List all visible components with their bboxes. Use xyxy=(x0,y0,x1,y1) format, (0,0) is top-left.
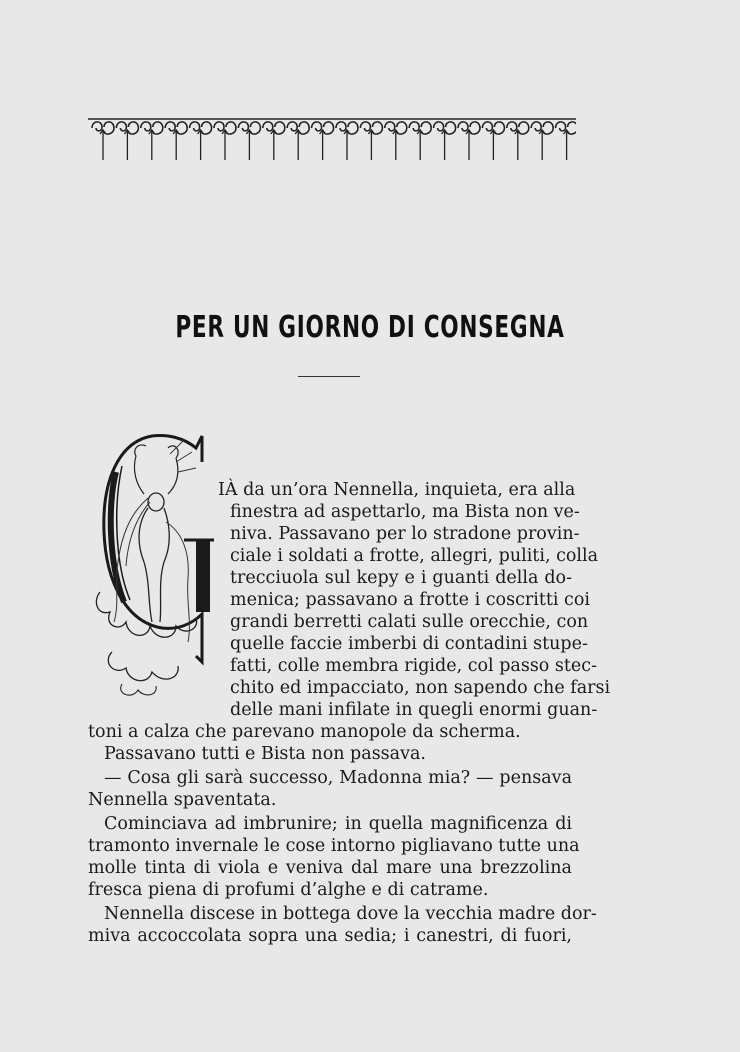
text-line-1: IÀ da un’ora Nennella, inquieta, era alla xyxy=(218,480,576,500)
chapter-title: PER UN GIORNO DI CONSEGNA xyxy=(175,310,565,345)
ornament-pendant xyxy=(173,130,179,160)
title-divider xyxy=(298,376,360,377)
ornament-pendant xyxy=(246,130,252,160)
text-line-19: fresca piena di profumi d’alghe e di catrame. xyxy=(88,880,489,900)
ornament-pendant xyxy=(320,130,326,160)
ornament-pendant xyxy=(466,130,472,160)
ornament-pendant xyxy=(393,130,399,160)
text-line-9: fatti, colle membra rigide, col passo stec- xyxy=(230,656,597,676)
text-line-20: Nennella discese in bottega dove la vecchia madre dor- xyxy=(104,904,597,924)
text-line-12: toni a calza che parevano manopole da scherma. xyxy=(88,722,521,742)
text-line-8: quelle faccie imberbi di contadini stupe- xyxy=(230,634,588,654)
ornament-pendant xyxy=(344,130,350,160)
ornament-pendant xyxy=(149,130,155,160)
text-line-2: finestra ad aspettarlo, ma Bista non ve- xyxy=(230,502,580,522)
ornament-pendant xyxy=(539,130,545,160)
text-line-4: ciale i soldati a frotte, allegri, puliti, colla xyxy=(230,546,599,566)
ornament-scroll xyxy=(556,122,576,134)
ornament-pendant xyxy=(368,130,374,160)
text-line-15: Nennella spaventata. xyxy=(88,790,277,810)
text-line-16: Cominciava ad imbrunire; in quella magnificenza di xyxy=(104,814,572,834)
text-line-10: chito ed impacciato, non sapendo che farsi xyxy=(230,678,611,698)
text-line-17: tramonto invernale le cose intorno pigliavano tutte una xyxy=(88,836,580,856)
text-line-18: molle tinta di viola e veniva dal mare una brezzolina xyxy=(88,858,572,878)
ornament-pendant xyxy=(515,130,521,160)
ornament-pendant xyxy=(417,130,423,160)
text-line-3: niva. Passavano per lo stradone provin- xyxy=(230,524,580,544)
text-line-11: delle mani infilate in quegli enormi guan- xyxy=(230,700,598,720)
text-line-21: miva accoccolata sopra una sedia; i canestri, di fuori, xyxy=(88,926,572,946)
text-line-6: menica; passavano a frotte i coscritti coi xyxy=(230,590,590,610)
ornament-pendant xyxy=(271,130,277,160)
text-line-5: trecciuola sul kepy e i guanti della do- xyxy=(230,568,572,588)
ornament-pendant xyxy=(124,130,130,160)
ornament-band-icon xyxy=(88,116,576,166)
text-line-7: grandi berretti calati sulle orecchie, con xyxy=(230,612,589,632)
ornament-pendant xyxy=(100,130,106,160)
ornament-pendant xyxy=(490,130,496,160)
illustrated-initial-g-icon xyxy=(92,432,214,700)
ornament-pendant xyxy=(442,130,448,160)
text-line-13: Passavano tutti e Bista non passava. xyxy=(104,744,426,764)
ornament-pendant xyxy=(564,130,570,160)
text-line-14: — Cosa gli sarà successo, Madonna mia? — pensava xyxy=(104,768,572,788)
ornament-pendant xyxy=(222,130,228,160)
ornament-pendant xyxy=(295,130,301,160)
ornament-pendant xyxy=(198,130,204,160)
